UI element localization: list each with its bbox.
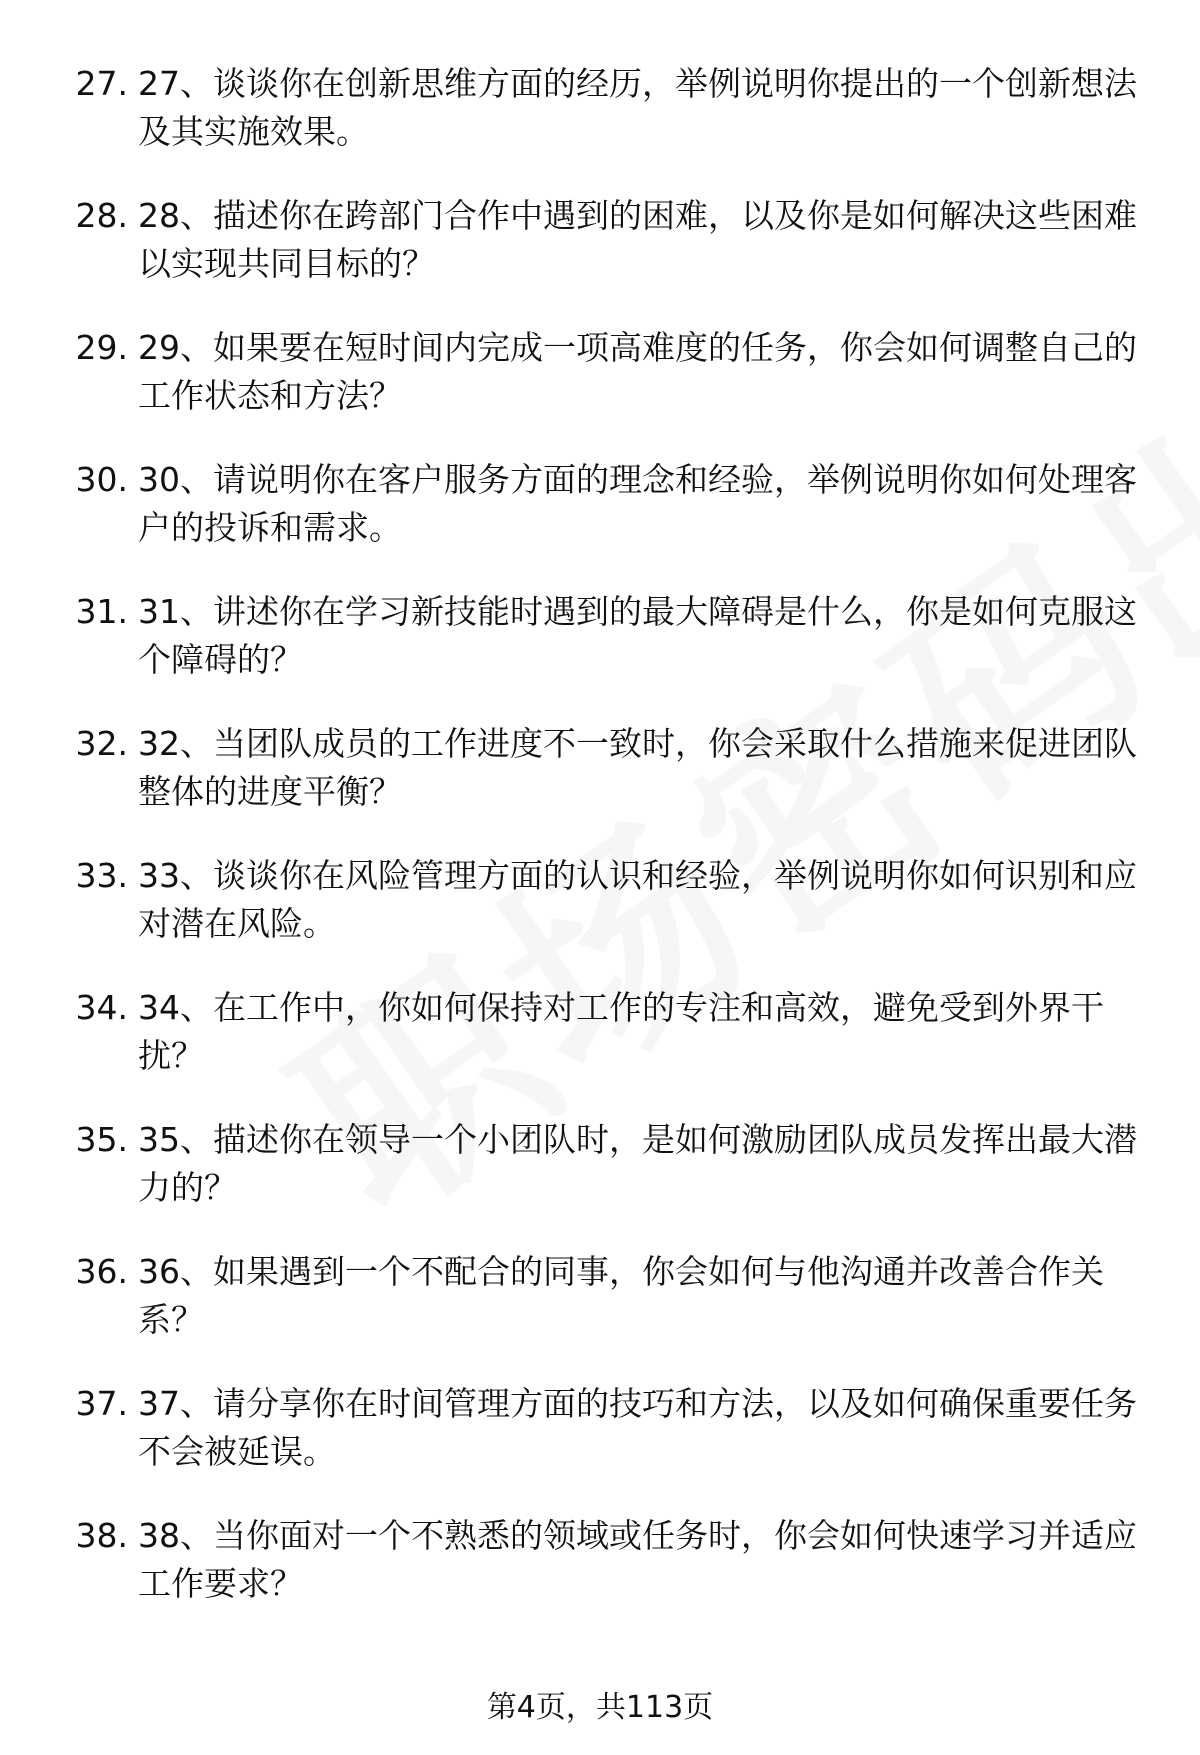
item-text: 31、讲述你在学习新技能时遇到的最大障碍是什么，你是如何克服这个障碍的？	[138, 592, 1137, 679]
list-item	[0, 1248, 1200, 1380]
item-number: 30.	[75, 460, 128, 499]
item-text: 38、当你面对一个不熟悉的领域或任务时，你会如何快速学习并适应工作要求？	[138, 1516, 1137, 1603]
item-number: 33.	[75, 856, 128, 895]
item-number: 28.	[75, 196, 128, 235]
list-item	[0, 588, 1200, 720]
list-item	[0, 1512, 1200, 1644]
list-item	[0, 1380, 1200, 1512]
item-number: 31.	[75, 592, 128, 631]
item-number: 36.	[75, 1252, 128, 1291]
item-number: 32.	[75, 724, 128, 763]
list-item	[0, 720, 1200, 852]
list-item	[0, 324, 1200, 456]
item-number: 27.	[75, 64, 128, 103]
list-item	[0, 1116, 1200, 1248]
item-number: 37.	[75, 1384, 128, 1423]
item-text: 29、如果要在短时间内完成一项高难度的任务，你会如何调整自己的工作状态和方法？	[138, 328, 1137, 415]
item-number: 34.	[75, 988, 128, 1027]
item-text: 27、谈谈你在创新思维方面的经历，举例说明你提出的一个创新想法及其实施效果。	[138, 64, 1137, 151]
list-item	[0, 192, 1200, 324]
item-text: 34、在工作中，你如何保持对工作的专注和高效，避免受到外界干扰？	[138, 988, 1104, 1075]
item-text: 35、描述你在领导一个小团队时，是如何激励团队成员发挥出最大潜力的？	[138, 1120, 1137, 1207]
item-text: 36、如果遇到一个不配合的同事，你会如何与他沟通并改善合作关系？	[138, 1252, 1104, 1339]
item-number: 38.	[75, 1516, 128, 1555]
list-item	[0, 852, 1200, 984]
item-number: 29.	[75, 328, 128, 367]
page-footer: 第4页，共113页	[486, 1690, 714, 1725]
item-text: 30、请说明你在客户服务方面的理念和经验，举例说明你如何处理客户的投诉和需求。	[138, 460, 1137, 547]
list-item	[0, 456, 1200, 588]
question-list	[0, 60, 1200, 1644]
item-text: 32、当团队成员的工作进度不一致时，你会采取什么措施来促进团队整体的进度平衡？	[138, 724, 1137, 811]
item-text: 37、请分享你在时间管理方面的技巧和方法，以及如何确保重要任务不会被延误。	[138, 1384, 1137, 1471]
list-item	[0, 984, 1200, 1116]
item-text: 28、描述你在跨部门合作中遇到的困难，以及你是如何解决这些困难以实现共同目标的？	[138, 196, 1137, 283]
item-text: 33、谈谈你在风险管理方面的认识和经验，举例说明你如何识别和应对潜在风险。	[138, 856, 1137, 943]
item-number: 35.	[75, 1120, 128, 1159]
list-item	[0, 60, 1200, 192]
